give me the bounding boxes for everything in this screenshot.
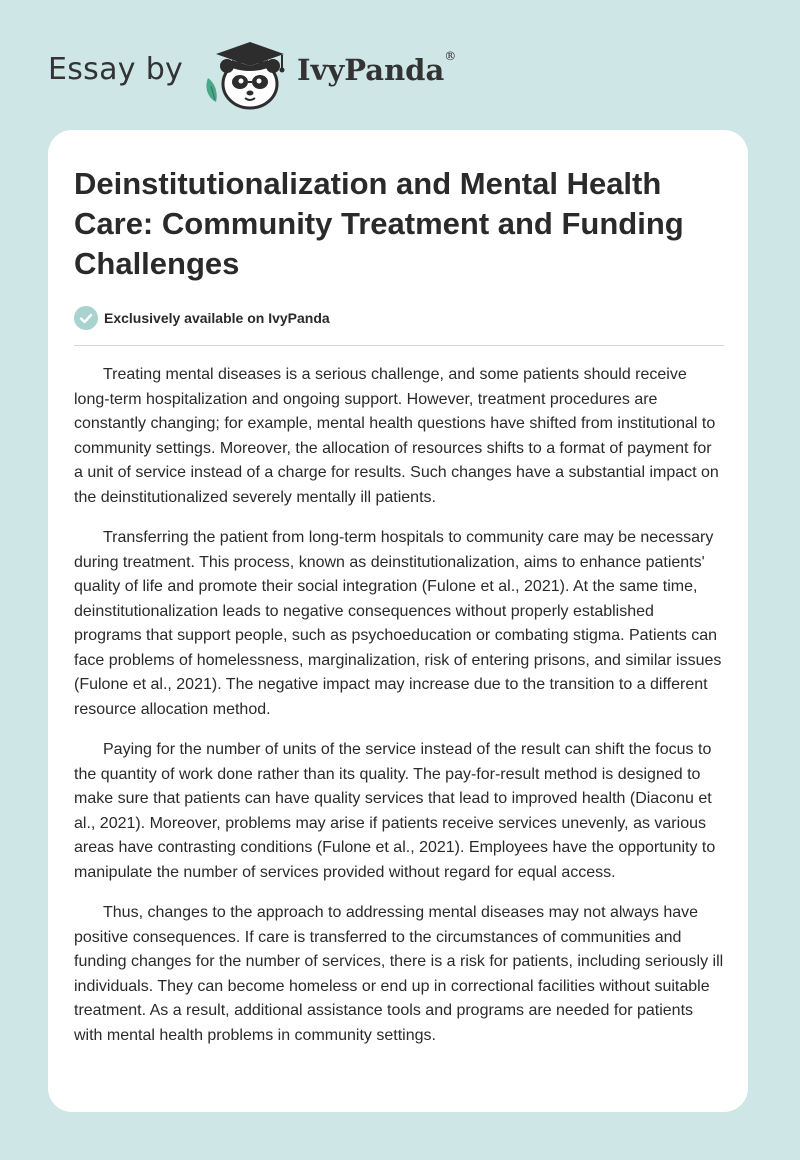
paragraph: Paying for the number of units of the service instead of the result can shift the focus to the quantity of work done rather than its quality. The pay-for-result method is designed to make sure that patients can have quality services that lead to improved health (Diaconu et al., 2021). Moreover, problems may arise if patients receive services unevenly, as various areas have contrasting conditions (Fulone et al., 2021). Employees have the opportunity to manipulate the number of services provided without regard for equal access. <box>74 741 716 881</box>
brand-name: IvyPanda® <box>297 49 457 87</box>
article-title: Deinstitutionalization and Mental Health Care: Community Treatment and Funding Challenges <box>74 166 684 281</box>
check-badge-icon <box>74 306 98 330</box>
article-body <box>74 363 724 1064</box>
paragraph: Treating mental diseases is a serious challenge, and some patients should receive long-term hospitalization and ongoing support. However, treatment procedures are constantly changing; for example, mental health questions have shifted from institutional to community settings. Moreover, the allocation of resources shifts to a format of payment for a unit of service instead of a charge for results. Such changes have a substantial impact on the deinstitutionalized severely mentally ill patients. <box>74 366 719 506</box>
essay-by-label: Essay by <box>48 52 184 87</box>
site-header <box>48 36 548 112</box>
panda-graduate-logo-icon[interactable] <box>202 36 294 112</box>
registered-mark: ® <box>444 49 457 63</box>
exclusive-label: Exclusively available on IvyPanda <box>104 310 330 326</box>
exclusive-badge <box>74 306 330 330</box>
paragraph: Thus, changes to the approach to addressing mental diseases may not always have positive consequences. If care is transferred to the circumstances of communities and funding changes for the number of services, there is a risk for patients, including seriously ill individuals. They can become homeless or end up in correctional facilities without suitable treatment. As a result, additional assistance tools and programs are needed for patients with mental health problems in community settings. <box>74 904 724 1044</box>
divider <box>74 345 724 346</box>
paragraph: Transferring the patient from long-term hospitals to community care may be necessary during treatment. This process, known as deinstitutionalization, aims to enhance patients' quality of life and promote their social integration (Fulone et al., 2021). At the same time, deinstitutionalization leads to negative consequences without properly established programs that support people, such as psychoeducation or combating stigma. Patients can face problems of homelessness, marginalization, risk of entering prisons, and similar issues (Fulone et al., 2021). The negative impact may increase due to the transition to a different resource allocation method. <box>74 529 722 718</box>
article-card <box>48 130 748 1112</box>
